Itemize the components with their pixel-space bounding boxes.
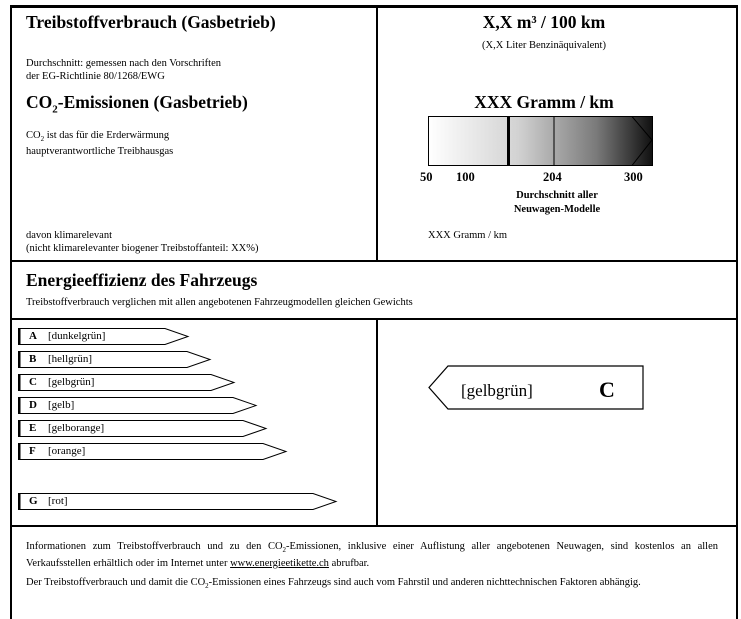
efficiency-class-c [18, 374, 254, 391]
climate-relevant [26, 230, 259, 255]
efficiency-class-g [18, 493, 356, 510]
co2-desc-sub: 2 [40, 135, 45, 144]
efficiency-class-d [18, 397, 276, 414]
average-label-line1: Durchschnitt aller [516, 190, 598, 201]
co2-title-pre: CO [26, 92, 53, 112]
fuel-note [26, 58, 221, 83]
energieetikette-link[interactable]: www.energieetikette.ch [230, 558, 329, 570]
co2-title-post: -Emissionen (Gasbetrieb) [57, 92, 248, 112]
efficiency-class-letter: D [29, 399, 37, 411]
co2-scale-bar [428, 116, 658, 170]
divider-efficiency-header [10, 318, 738, 320]
efficiency-class-e [18, 420, 286, 437]
divider-efficiency-vertical [376, 318, 378, 526]
fuel-equivalent: (X,X Liter Benzinäquivalent) [482, 40, 606, 51]
efficiency-class-name: [gelborange] [48, 422, 105, 434]
average-label-line2: Neuwagen-Modelle [513, 204, 601, 215]
efficiency-class-letter: A [29, 330, 37, 342]
efficiency-class-name: [dunkelgrün] [48, 330, 106, 342]
efficiency-class-name: [orange] [48, 445, 86, 457]
fuel-note-line2: der EG-Richtlinie 80/1268/EWG [26, 70, 165, 82]
scale-tick-204: 204 [543, 170, 562, 184]
info-text [26, 540, 718, 593]
co2-title-sub: 2 [52, 103, 58, 116]
efficiency-class-letter: C [29, 376, 37, 388]
fuel-title: Treibstoffverbrauch (Gasbetrieb) [26, 12, 276, 32]
climate-line1: davon klimarelevant [26, 230, 113, 241]
average-label [492, 189, 622, 217]
efficiency-class-letter: F [29, 445, 36, 457]
efficiency-class-name: [gelbgrün] [48, 376, 95, 388]
climate-line2: (nicht klimarelevanter biogener Treibstoffanteil: XX%) [26, 242, 259, 254]
co2-desc-post: ist das für die Erderwärmung [44, 130, 170, 141]
scale-tick-100: 100 [456, 170, 475, 184]
co2-title [26, 92, 248, 116]
divider-top-bottom [10, 260, 738, 262]
efficiency-class-letter: E [29, 422, 37, 434]
info-paragraph-1: Informationen zum Treibstoffverbrauch und zu den $CO_2$-Emissionen, inklusive einer Auflistung aller angebotenen Neuwagen, sind kostenlos an allen Verkaufsstellen erhältlich oder im Internet unter www.energieetikette.ch abrufbar. [26, 541, 718, 570]
efficiency-subtitle: Treibstoffverbrauch verglichen mit allen angebotenen Fahrzeugmodellen gleichen Gewichts [26, 297, 413, 308]
efficiency-class-b [18, 351, 230, 368]
efficiency-class-name: [hellgrün] [48, 353, 92, 365]
scale-tick-50: 50 [420, 170, 433, 184]
efficiency-title: Energieeffizienz des Fahrzeugs [26, 270, 258, 290]
efficiency-class-a [18, 328, 208, 345]
co2-desc-pre: CO [26, 130, 41, 141]
co2-value: XXX Gramm / km [474, 92, 614, 112]
selected-class-name: [gelbgrün] [461, 381, 533, 400]
efficiency-class-letter: G [29, 495, 38, 507]
efficiency-arrow-a [18, 328, 208, 345]
selected-class-letter: C [599, 377, 615, 402]
divider-info [10, 525, 738, 527]
co2-description [26, 130, 173, 158]
efficiency-class-f [18, 443, 306, 460]
fuel-value: X,X m³ / 100 km [482, 12, 606, 32]
info-paragraph-2: Der Treibstoffverbrauch und damit die $CO_2$-Emissionen eines Fahrzeugs sind auch vom Fahrstil und anderen nichttechnischen Faktoren abhängig. [26, 577, 641, 591]
efficiency-class-letter: B [29, 353, 37, 365]
efficiency-class-name: [gelb] [48, 399, 75, 411]
efficiency-arrow-g [18, 493, 356, 510]
climate-value: XXX Gramm / km [428, 230, 508, 241]
scale-tick-300: 300 [624, 170, 643, 184]
efficiency-class-name: [rot] [48, 495, 68, 507]
fuel-note-line1: Durchschnitt: gemessen nach den Vorschriften [26, 58, 221, 69]
co2-desc-line2: hauptverantwortliche Treibhausgas [26, 145, 174, 157]
